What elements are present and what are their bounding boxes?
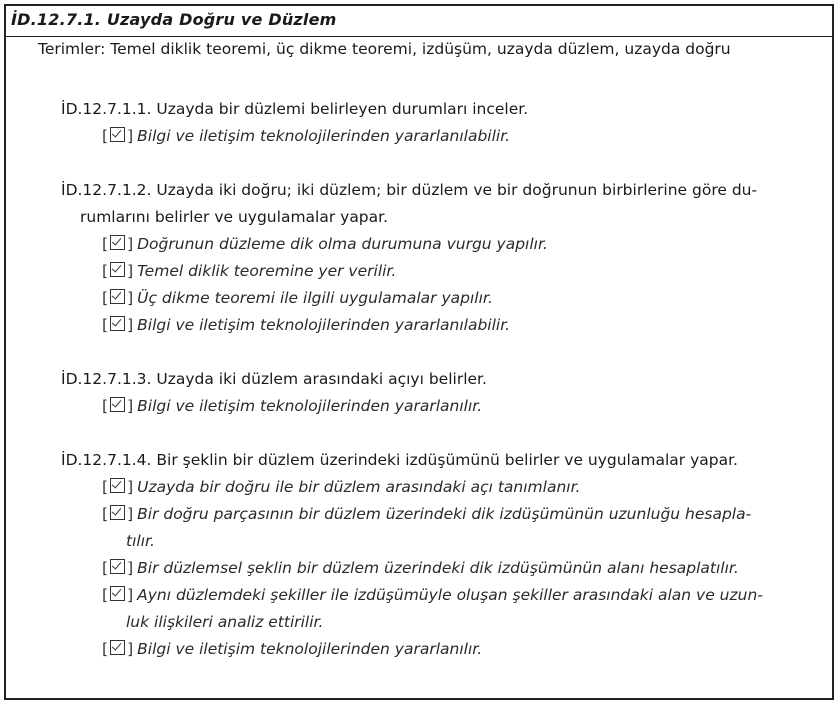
outcome-heading: İD.12.7.1.2. Uzayda iki doğru; iki düzlem; bir düzlem ve bir doğrunun birbirlerine göre du- <box>61 181 758 199</box>
outcome-frame <box>4 4 834 700</box>
note-text: Aynı düzlemdeki şekiller ile izdüşümüyle oluşan şekiller arasındaki alan ve uzun- <box>137 586 763 604</box>
checkbox-icon: [ ] <box>102 640 134 658</box>
note-text: Bilgi ve iletişim teknolojilerinden yararlanılabilir. <box>137 127 511 145</box>
checkbox-icon: [ ] <box>102 127 134 145</box>
outcome-note <box>102 262 396 280</box>
outcome-heading: İD.12.7.1.3. Uzayda iki düzlem arasındaki açıyı belirler. <box>61 370 487 388</box>
outcome-note <box>102 316 510 334</box>
note-text: Bir düzlemsel şeklin bir düzlem üzerindeki dik izdüşümünün alanı hesaplatılır. <box>137 559 739 577</box>
outcome-note-continued: luk ilişkileri analiz ettirilir. <box>126 613 324 631</box>
outcome-note <box>102 640 482 658</box>
outcome-note-continued: tılır. <box>126 532 155 550</box>
checkbox-icon: [ ] <box>102 235 134 253</box>
checkbox-icon: [ ] <box>102 397 134 415</box>
checkbox-icon: [ ] <box>102 505 134 523</box>
outcome-heading: İD.12.7.1.4. Bir şeklin bir düzlem üzerindeki izdüşümünü belirler ve uygulamalar yapar. <box>61 451 738 469</box>
outcome-note <box>102 127 510 145</box>
terms-line: Terimler: Temel diklik teoremi, üç dikme teoremi, izdüşüm, uzayda düzlem, uzayda doğru <box>38 40 731 58</box>
outcome-note <box>102 505 751 523</box>
checkbox-icon: [ ] <box>102 586 134 604</box>
checkbox-icon: [ ] <box>102 478 134 496</box>
title-row <box>6 6 832 37</box>
outcome-heading: İD.12.7.1.1. Uzayda bir düzlemi belirleyen durumları inceler. <box>61 100 529 118</box>
outcome-note <box>102 235 548 253</box>
checkbox-icon: [ ] <box>102 316 134 334</box>
note-text: Bir doğru parçasının bir düzlem üzerindeki dik izdüşümünün uzunluğu hesapla- <box>137 505 752 523</box>
outcome-note <box>102 586 763 604</box>
section-title: İD.12.7.1. Uzayda Doğru ve Düzlem <box>11 10 337 29</box>
outcome-heading-continued: rumlarını belirler ve uygulamalar yapar. <box>80 208 389 226</box>
outcome-note <box>102 478 580 496</box>
note-text: Bilgi ve iletişim teknolojilerinden yararlanılır. <box>137 397 483 415</box>
note-text: Uzayda bir doğru ile bir düzlem arasındaki açı tanımlanır. <box>137 478 581 496</box>
checkbox-icon: [ ] <box>102 262 134 280</box>
checkbox-icon: [ ] <box>102 559 134 577</box>
note-text: Temel diklik teoremine yer verilir. <box>137 262 397 280</box>
note-text: Üç dikme teoremi ile ilgili uygulamalar yapılır. <box>137 289 493 307</box>
outcome-note <box>102 289 493 307</box>
outcome-note <box>102 559 739 577</box>
note-text: Doğrunun düzleme dik olma durumuna vurgu yapılır. <box>137 235 548 253</box>
outcome-note <box>102 397 482 415</box>
note-text: Bilgi ve iletişim teknolojilerinden yararlanılır. <box>137 640 483 658</box>
checkbox-icon: [ ] <box>102 289 134 307</box>
note-text: Bilgi ve iletişim teknolojilerinden yararlanılabilir. <box>137 316 511 334</box>
